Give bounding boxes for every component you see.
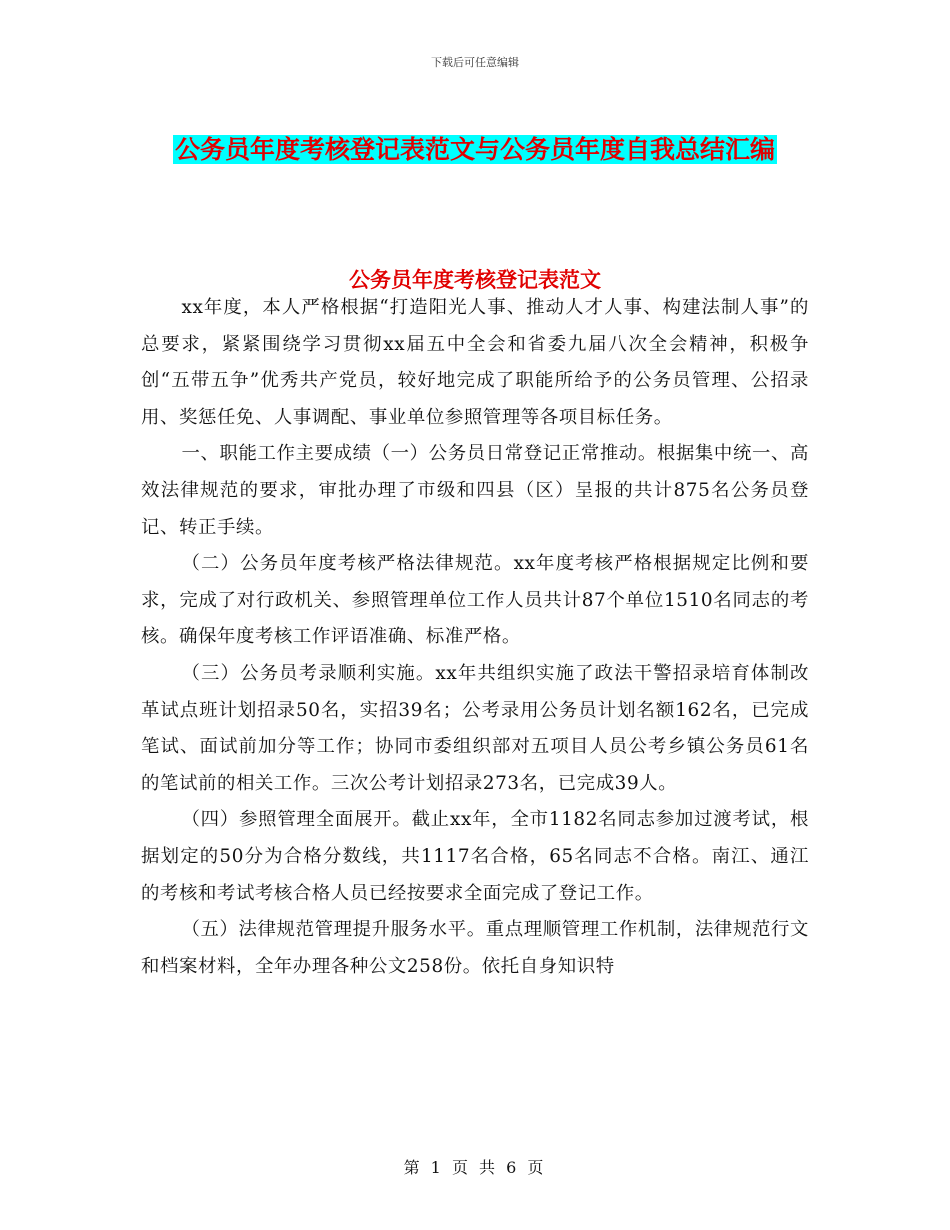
- document-title: [140, 127, 810, 173]
- paragraph: 一、职能工作主要成绩（一）公务员日常登记正常推动。根据集中统一、高效法律规范的要求，审批办理了市级和四县（区）呈报的共计875名公务员登记、转正手续。: [141, 443, 809, 538]
- paragraph: （三）公务员考录顺利实施。xx年共组织实施了政法干警招录培育体制改革试点班计划招录50名，实招39名；公考录用公务员计划名额162名，已完成笔试、面试前加分等工作；协同市委组织部对五项目人员公考乡镇公务员61名的笔试前的相关工作。三次公考计划招录273名，已完成39人。: [141, 662, 809, 794]
- paragraph: （二）公务员年度考核严格法律规范。xx年度考核严格根据规定比例和要求，完成了对行政机关、参照管理单位工作人员共计87个单位1510名同志的考核。确保年度考核工作评语准确、标准严格。: [141, 553, 809, 648]
- document-title-text: 公务员年度考核登记表范文与公务员年度自我总结汇编: [174, 134, 775, 164]
- paragraph: xx年度，本人严格根据“打造阳光人事、推动人才人事、构建法制人事”的总要求，紧紧围绕学习贯彻xx届五中全会和省委九届八次全会精神，积极争创“五带五争”优秀共产党员，较好地完成了职能所给予的公务员管理、公招录用、奖惩任免、人事调配、事业单位参照管理等各项目标任务。: [141, 297, 809, 428]
- section-title: 公务员年度考核登记表范文: [349, 268, 601, 293]
- paragraph: （四）参照管理全面展开。截止xx年，全市1182名同志参加过渡考试，根据划定的50分为合格分数线，共1117名合格，65名同志不合格。南江、通江的考核和考试考核合格人员已经按要求全面完成了登记工作。: [141, 809, 809, 904]
- paragraph: （五）法律规范管理提升服务水平。重点理顺管理工作机制，法律规范行文和档案材料，全年办理各种公文258份。依托自身知识特: [141, 919, 809, 977]
- page-number: 第 1 页 共 6 页: [403, 1158, 547, 1177]
- header-note: 下载后可任意编辑: [431, 56, 519, 69]
- document-body: [141, 290, 809, 985]
